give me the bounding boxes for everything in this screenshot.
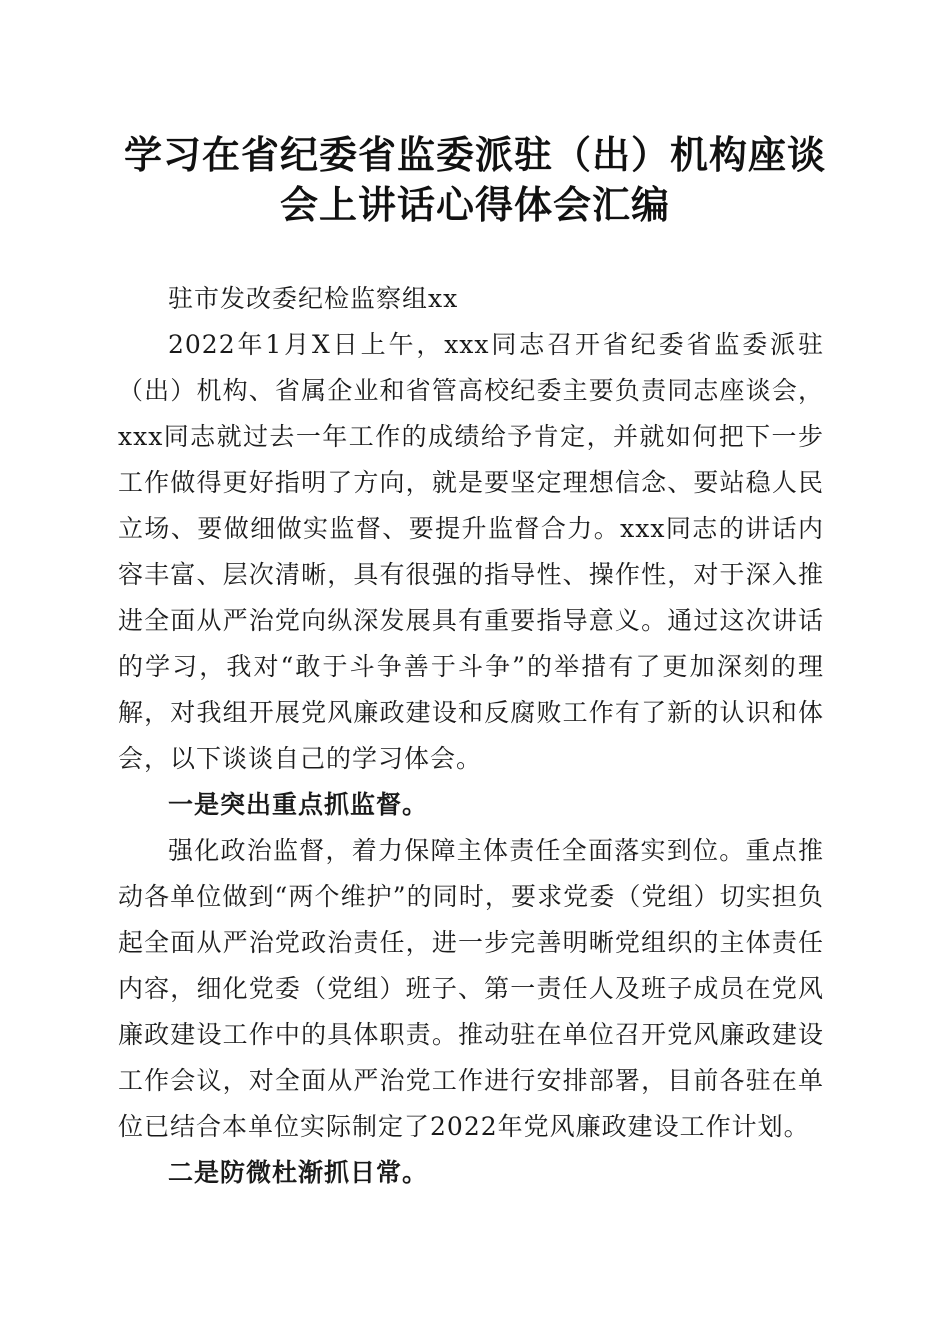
document-body [118,276,824,1196]
section-heading-1: 一是突出重点抓监督。 [168,790,429,819]
intro-paragraph: 2022年1月X日上午，xxx同志召开省纪委省监委派驻（出）机构、省属企业和省管高校纪委主要负责同志座谈会，xxx同志就过去一年工作的成绩给予肯定，并就如何把下一步工作做得更好指明了方向，就是要坚定理想信念、要站稳人民立场、要做细做实监督、要提升监督合力。xxx同志的讲话内容丰富、层次清晰，具有很强的指导性、操作性，对于深入推进全面从严治党向纵深发展具有重要指导意义。通过这次讲话的学习，我对“敢于斗争善于斗争”的举措有了更加深刻的理解，对我组开展党风廉政建设和反腐败工作有了新的认识和体会，以下谈谈自己的学习体会。 [118,330,824,773]
author-line: 驻市发改委纪检监察组xx [168,284,459,313]
section-paragraph-1: 强化政治监督，着力保障主体责任全面落实到位。重点推动各单位做到“两个维护”的同时，要求党委（党组）切实担负起全面从严治党政治责任，进一步完善明晰党组织的主体责任内容，细化党委（党组）班子、第一责任人及班子成员在党风廉政建设工作中的具体职责。推动驻在单位召开党风廉政建设工作会议，对全面从严治党工作进行安排部署，目前各驻在单位已结合本单位实际制定了2022年党风廉政建设工作计划。 [118,836,824,1141]
document-title: 学习在省纪委省监委派驻（出）机构座谈会上讲话心得体会汇编 [123,132,826,227]
section-heading-2: 二是防微杜渐抓日常。 [168,1158,429,1187]
